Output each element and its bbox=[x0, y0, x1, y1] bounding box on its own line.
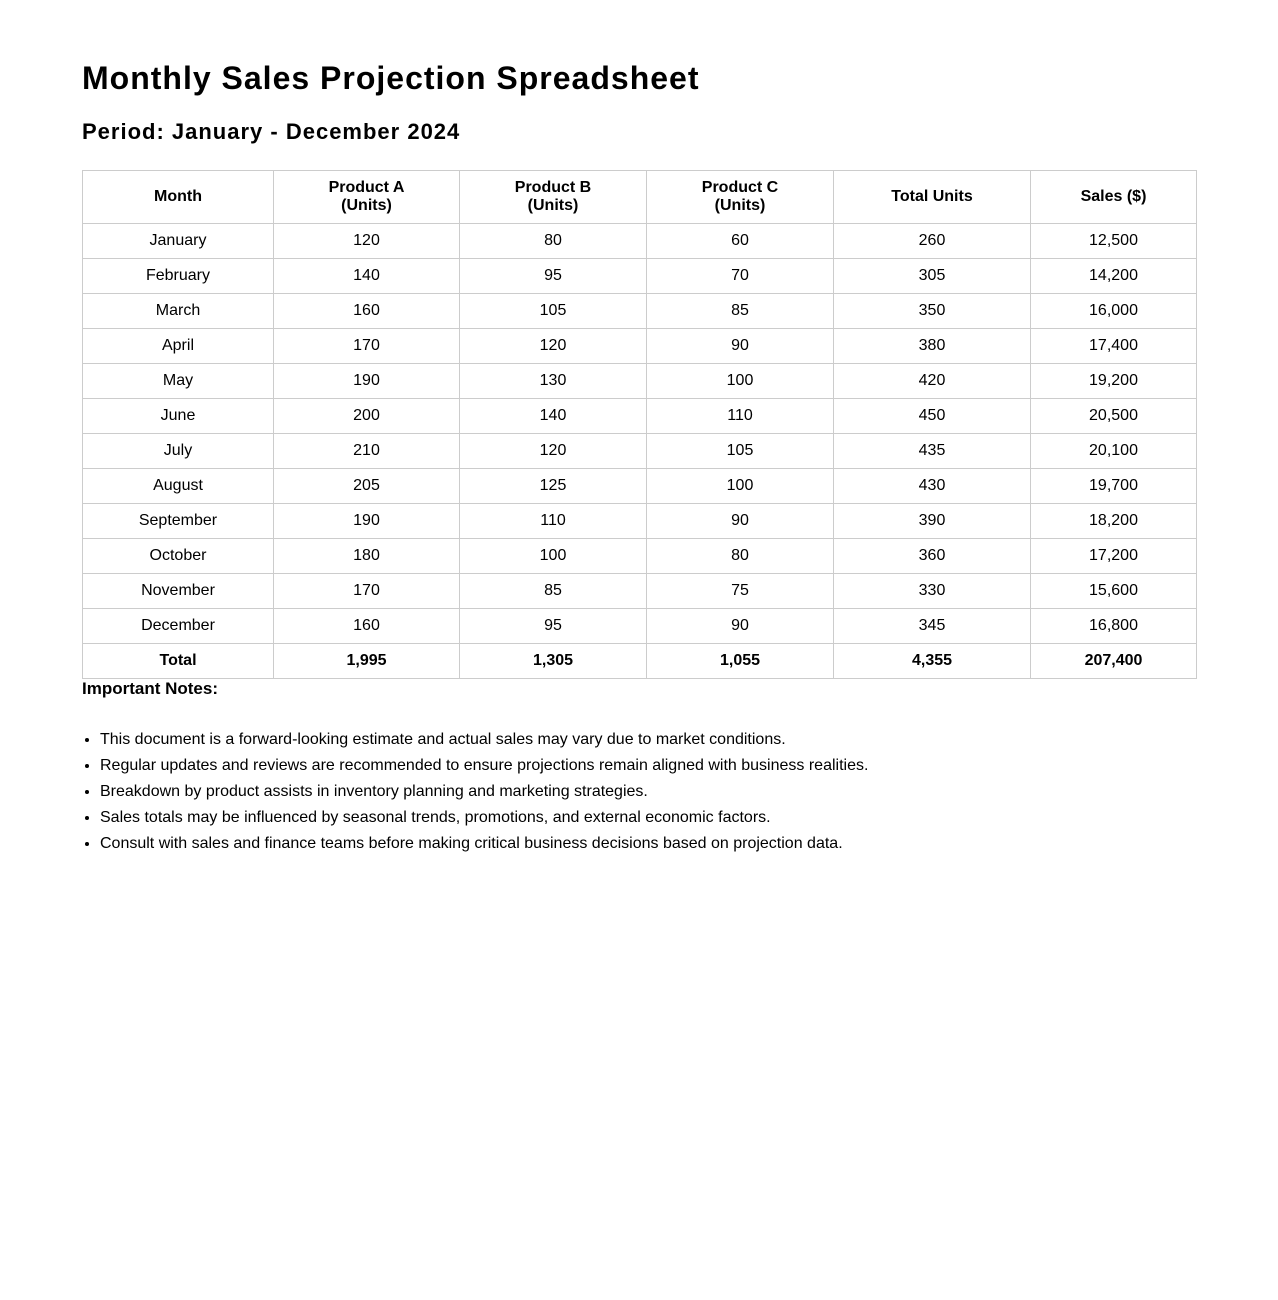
product-b-cell: 125 bbox=[460, 469, 647, 504]
sales-cell: 19,200 bbox=[1031, 364, 1197, 399]
product-b-cell: 130 bbox=[460, 364, 647, 399]
total-units-cell: 360 bbox=[834, 539, 1031, 574]
product-c-cell: 80 bbox=[647, 539, 834, 574]
month-cell: September bbox=[83, 504, 274, 539]
column-header-total-units: Total Units bbox=[834, 171, 1031, 224]
sales-projection-table bbox=[82, 170, 1197, 679]
totals-row bbox=[83, 644, 1197, 679]
total-units-cell: 420 bbox=[834, 364, 1031, 399]
product-c-cell: 90 bbox=[647, 329, 834, 364]
table-row bbox=[83, 539, 1197, 574]
month-cell: August bbox=[83, 469, 274, 504]
note-item: • Breakdown by product assists in inventory planning and marketing strategies. bbox=[100, 779, 1200, 805]
product-a-cell: 170 bbox=[274, 574, 460, 609]
table-row bbox=[83, 434, 1197, 469]
total-units-cell: 350 bbox=[834, 294, 1031, 329]
note-item: • Regular updates and reviews are recommended to ensure projections remain aligned with business realities. bbox=[100, 753, 1200, 779]
sales-cell: 19,700 bbox=[1031, 469, 1197, 504]
month-cell: July bbox=[83, 434, 274, 469]
product-c-cell: 85 bbox=[647, 294, 834, 329]
product-c-cell: 90 bbox=[647, 504, 834, 539]
product-b-cell: 120 bbox=[460, 329, 647, 364]
product-c-cell: 60 bbox=[647, 224, 834, 259]
product-b-cell: 85 bbox=[460, 574, 647, 609]
sales-cell: 15,600 bbox=[1031, 574, 1197, 609]
product-b-cell: 95 bbox=[460, 609, 647, 644]
month-cell: December bbox=[83, 609, 274, 644]
total-product-c: 1,055 bbox=[647, 644, 834, 679]
sales-cell: 14,200 bbox=[1031, 259, 1197, 294]
total-units-cell: 390 bbox=[834, 504, 1031, 539]
product-c-cell: 100 bbox=[647, 469, 834, 504]
sales-cell: 17,200 bbox=[1031, 539, 1197, 574]
table-body bbox=[83, 224, 1197, 644]
month-cell: February bbox=[83, 259, 274, 294]
table-row bbox=[83, 329, 1197, 364]
total-units-cell: 450 bbox=[834, 399, 1031, 434]
month-cell: October bbox=[83, 539, 274, 574]
note-item: • Sales totals may be influenced by seasonal trends, promotions, and external economic factors. bbox=[100, 805, 1200, 831]
sales-cell: 12,500 bbox=[1031, 224, 1197, 259]
page-title: Monthly Sales Projection Spreadsheet bbox=[82, 60, 700, 96]
table-row bbox=[83, 224, 1197, 259]
column-header-sales: Sales ($) bbox=[1031, 171, 1197, 224]
column-header-product-a: Product A (Units) bbox=[274, 171, 460, 224]
product-c-cell: 105 bbox=[647, 434, 834, 469]
month-cell: March bbox=[83, 294, 274, 329]
table-row bbox=[83, 609, 1197, 644]
product-a-cell: 160 bbox=[274, 294, 460, 329]
product-a-cell: 190 bbox=[274, 504, 460, 539]
month-cell: May bbox=[83, 364, 274, 399]
product-b-cell: 110 bbox=[460, 504, 647, 539]
table-row bbox=[83, 259, 1197, 294]
sales-cell: 18,200 bbox=[1031, 504, 1197, 539]
total-units: 4,355 bbox=[834, 644, 1031, 679]
table-row bbox=[83, 364, 1197, 399]
product-b-cell: 120 bbox=[460, 434, 647, 469]
notes-list bbox=[82, 727, 1200, 857]
totals-label: Total bbox=[83, 644, 274, 679]
product-b-cell: 95 bbox=[460, 259, 647, 294]
sales-cell: 20,500 bbox=[1031, 399, 1197, 434]
product-b-cell: 105 bbox=[460, 294, 647, 329]
product-a-cell: 160 bbox=[274, 609, 460, 644]
total-units-cell: 345 bbox=[834, 609, 1031, 644]
product-a-cell: 140 bbox=[274, 259, 460, 294]
table-row bbox=[83, 399, 1197, 434]
product-c-cell: 70 bbox=[647, 259, 834, 294]
total-product-a: 1,995 bbox=[274, 644, 460, 679]
column-header-product-b: Product B (Units) bbox=[460, 171, 647, 224]
product-a-cell: 120 bbox=[274, 224, 460, 259]
sales-cell: 17,400 bbox=[1031, 329, 1197, 364]
total-sales: 207,400 bbox=[1031, 644, 1197, 679]
product-c-cell: 100 bbox=[647, 364, 834, 399]
total-units-cell: 380 bbox=[834, 329, 1031, 364]
note-item: • This document is a forward-looking estimate and actual sales may vary due to market conditions. bbox=[100, 727, 1200, 753]
product-a-cell: 200 bbox=[274, 399, 460, 434]
total-units-cell: 330 bbox=[834, 574, 1031, 609]
total-units-cell: 430 bbox=[834, 469, 1031, 504]
table-row bbox=[83, 469, 1197, 504]
product-c-cell: 90 bbox=[647, 609, 834, 644]
product-b-cell: 100 bbox=[460, 539, 647, 574]
product-a-cell: 205 bbox=[274, 469, 460, 504]
table-row bbox=[83, 574, 1197, 609]
sales-cell: 20,100 bbox=[1031, 434, 1197, 469]
month-cell: November bbox=[83, 574, 274, 609]
product-b-cell: 80 bbox=[460, 224, 647, 259]
product-c-cell: 110 bbox=[647, 399, 834, 434]
sales-cell: 16,800 bbox=[1031, 609, 1197, 644]
month-cell: June bbox=[83, 399, 274, 434]
product-a-cell: 180 bbox=[274, 539, 460, 574]
month-cell: January bbox=[83, 224, 274, 259]
month-cell: April bbox=[83, 329, 274, 364]
total-units-cell: 260 bbox=[834, 224, 1031, 259]
sales-cell: 16,000 bbox=[1031, 294, 1197, 329]
product-a-cell: 190 bbox=[274, 364, 460, 399]
note-item: • Consult with sales and finance teams before making critical business decisions based on projection data. bbox=[100, 831, 1200, 857]
column-header-month: Month bbox=[83, 171, 274, 224]
column-header-product-c: Product C (Units) bbox=[647, 171, 834, 224]
product-b-cell: 140 bbox=[460, 399, 647, 434]
table-header-row bbox=[83, 171, 1197, 224]
total-product-b: 1,305 bbox=[460, 644, 647, 679]
notes-heading: Important Notes: bbox=[82, 679, 218, 698]
total-units-cell: 305 bbox=[834, 259, 1031, 294]
table-row bbox=[83, 504, 1197, 539]
product-a-cell: 170 bbox=[274, 329, 460, 364]
product-a-cell: 210 bbox=[274, 434, 460, 469]
period-subtitle: Period: January - December 2024 bbox=[82, 119, 461, 144]
product-c-cell: 75 bbox=[647, 574, 834, 609]
table-row bbox=[83, 294, 1197, 329]
total-units-cell: 435 bbox=[834, 434, 1031, 469]
